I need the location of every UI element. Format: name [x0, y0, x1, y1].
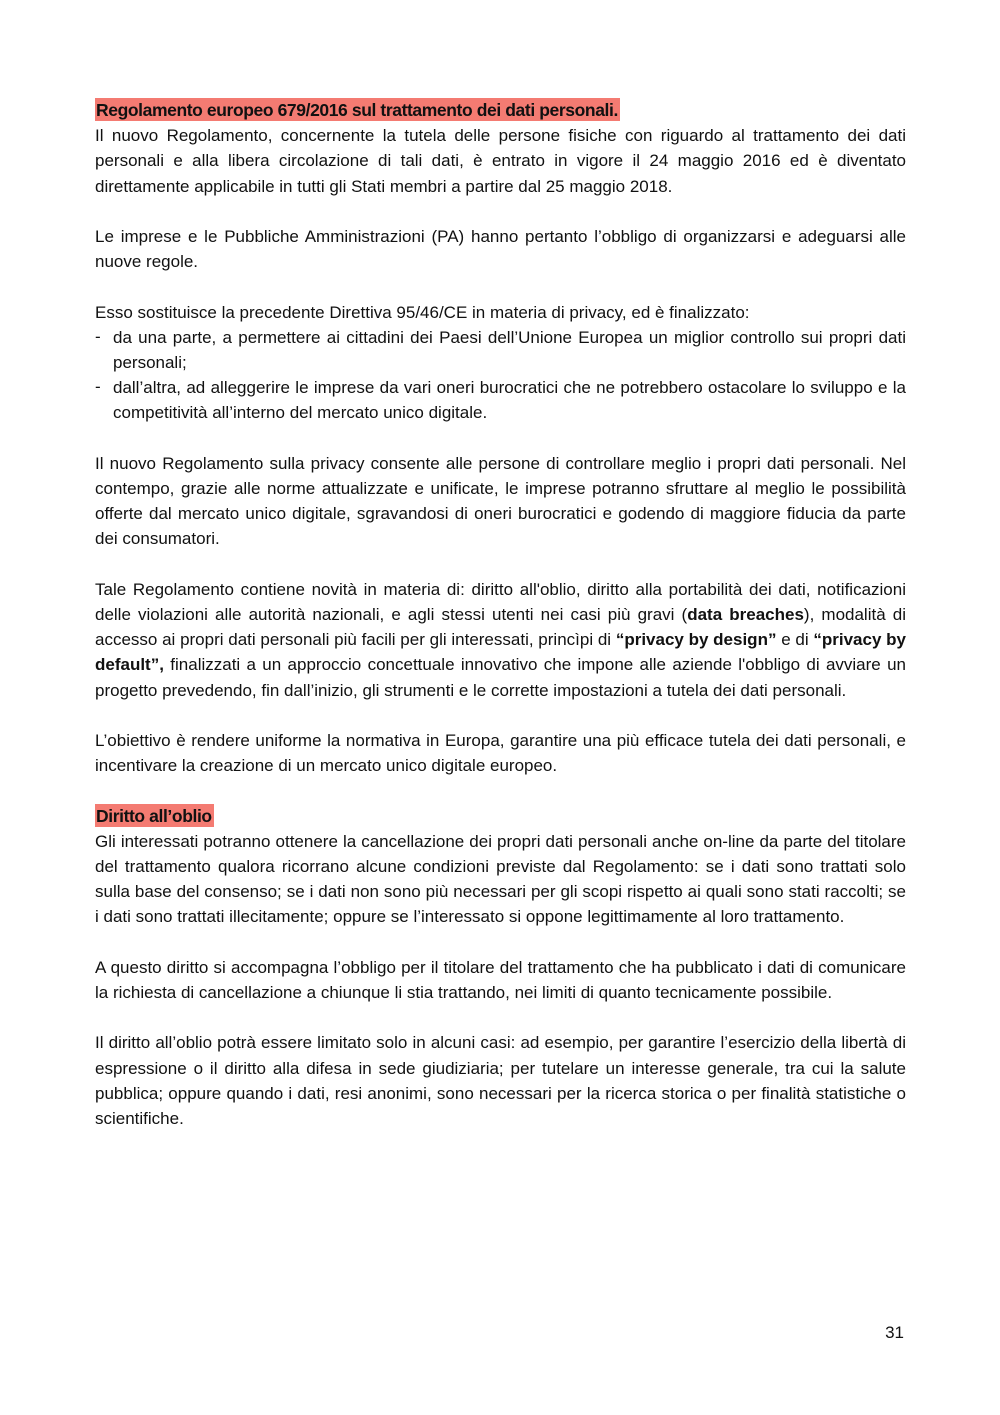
paragraph: Le imprese e le Pubbliche Amministrazioni (PA) hanno pertanto l’obbligo di organizzarsi e adeguarsi alle nuove regole. — [95, 227, 906, 272]
document-page — [95, 98, 906, 1131]
spacer — [95, 274, 906, 299]
text-run: ), modalità di accesso ai propri dati personali più facili per gli interessati, princìpi di — [95, 605, 906, 650]
paragraph: Esso sostituisce la precedente Direttiva 95/46/CE in materia di privacy, ed è finalizzato: — [95, 302, 750, 322]
page-number: 31 — [885, 1323, 904, 1342]
bullet-list — [95, 325, 906, 426]
list-item: - dall’altra, ad alleggerire le imprese da vari oneri burocratici che ne potrebbero ostacolare lo sviluppo e la competitività all’interno del mercato unico digitale. — [95, 375, 906, 425]
paragraph: Gli interessati potranno ottenere la cancellazione dei propri dati personali anche on-line da parte del titolare del trattamento qualora ricorrano alcune condizioni previste dal Regolamento: se i dati sono trattati solo sulla base del consenso; se i dati non sono più necessari per gli scopi rispetto ai quali sono stati raccolti; se i dati sono trattati illecitamente; oppure se l’interessato si oppone legittimamente al loro trattamento. — [95, 831, 906, 927]
paragraph: Il nuovo Regolamento, concernente la tutela delle persone fisiche con riguardo al trattamento dei dati personali e alla libera circolazione di tali dati, è entrato in vigore il 24 maggio 2016 ed è diventato direttamente applicabile in tutti gli Stati membri a partire dal 25 maggio 2018. — [95, 126, 906, 196]
spacer — [95, 703, 906, 728]
paragraph: Il diritto all’oblio potrà essere limitato solo in alcuni casi: ad esempio, per garantire l’esercizio della libertà di espressione o il diritto alla difesa in sede giudiziaria; per tutelare un interesse generale, tra cui la salute pubblica; oppure quando i dati, resi anonimi, sono necessari per la ricerca storica o per finalità statistiche o scientifiche. — [95, 1033, 906, 1128]
list-item: - da una parte, a permettere ai cittadini dei Paesi dell’Unione Europea un miglior controllo sui propri dati personali; — [95, 325, 906, 375]
paragraph-rich — [95, 577, 906, 703]
paragraph: A questo diritto si accompagna l’obbligo per il titolare del trattamento che ha pubblicato i dati di comunicare la richiesta di cancellazione a chiunque li stia trattando, nei limiti di quanto tecnicamente possibile. — [95, 957, 906, 1002]
spacer — [95, 778, 906, 803]
text-run: finalizzati a un approccio concettuale innovativo che impone alle aziende l'obbligo di avviare un progetto prevedendo, fin dall’inizio, gli strumenti e le corrette impostazioni a tutela dei dati personali. — [95, 655, 906, 700]
spacer — [95, 199, 906, 224]
section-heading-regolamento: Regolamento europeo 679/2016 sul trattamento dei dati personali. — [96, 100, 618, 120]
spacer — [95, 930, 906, 955]
paragraph: L’obiettivo è rendere uniforme la normativa in Europa, garantire una più efficace tutela dei dati personali, e incentivare la creazione di un mercato unico digitale europeo. — [95, 731, 906, 776]
spacer — [95, 426, 906, 451]
bold-term: “privacy by design” — [615, 630, 777, 650]
paragraph: Il nuovo Regolamento sulla privacy consente alle persone di controllare meglio i propri dati personali. Nel contempo, grazie alle norme attualizzate e unificate, le imprese potranno sfruttare al meglio le possibilità offerte dal mercato unico digitale, sgravandosi di oneri burocratici e godendo di maggiore fiducia da parte dei consumatori. — [95, 453, 906, 549]
spacer — [95, 552, 906, 577]
text-run: Tale Regolamento contiene novità in materia di: diritto all'oblio, diritto alla portabilità dei dati, notificazioni delle violazioni alle autorità nazionali, e agli stessi utenti nei casi più gravi ( — [95, 579, 906, 624]
section-heading-diritto-oblio: Diritto all’oblio — [96, 805, 212, 826]
bold-term: data breaches — [687, 605, 804, 624]
spacer — [95, 1005, 906, 1030]
bold-term: “privacy by default”, — [95, 630, 906, 675]
text-run: e di — [776, 630, 814, 650]
